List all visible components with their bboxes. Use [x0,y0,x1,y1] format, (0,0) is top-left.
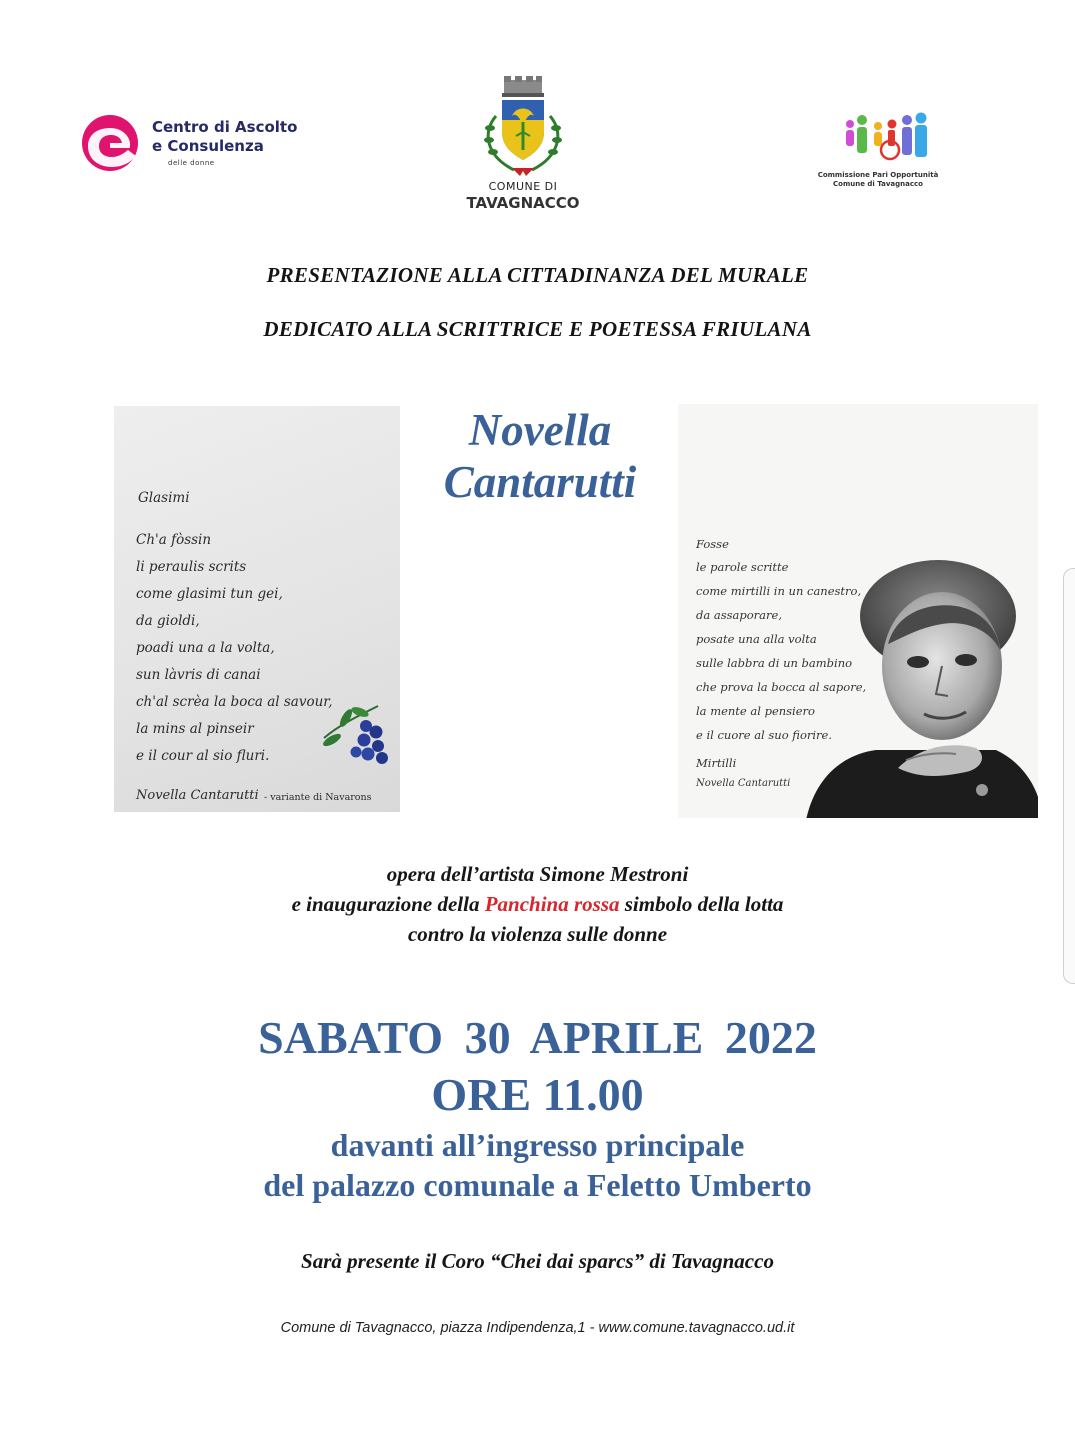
poet-name-title [405,404,675,508]
poem-right-line: la mente al pensiero [696,704,815,718]
poem-left-note: - variante di Navarons [264,792,372,803]
poem-left-line: la mins al pinseir [136,721,254,737]
choir-line: Sarà presente il Coro “Chei dai sparcs” di Tavagnacco [301,1249,774,1273]
poem-left-line: da gioldi, [136,613,200,629]
poem-left-title: Glasimi [138,490,190,506]
poem-left-signature: Novella Cantarutti [136,788,259,803]
poem-left-line: Ch'a fòssin [136,532,212,548]
centro-ascolto-title [152,118,297,156]
poem-right-line: e il cuore al suo fiorire. [696,728,833,742]
coat-of-arms-icon [452,76,594,180]
inauguration-text-b: simbolo della lotta [619,892,784,916]
poem-right-image [678,404,1038,818]
poem-right-line: come mirtilli in un canestro, [696,584,862,598]
event-location-2: del palazzo comunale a Feletto Umberto [263,1167,812,1203]
poet-last-name: Cantarutti [443,457,637,507]
poem-right-line: posate una alla volta [696,632,817,646]
artist-line: opera dell’artista Simone Mestroni [386,862,689,886]
heading-line-2: DEDICATO ALLA SCRITTRICE E POETESSA FRIULANA [263,317,812,341]
people-group-icon [804,112,952,170]
poem-right-line: sulle labbra di un bambino [696,656,853,670]
scroll-handle[interactable] [1063,568,1075,984]
blueberries-icon [318,696,396,770]
footer-address: Comune di Tavagnacco, piazza Indipendenza,1 - www.comune.tavagnacco.ud.it [280,1320,795,1336]
event-time: ORE 11.00 [431,1069,644,1120]
inauguration-line [0,892,1075,917]
comune-caption-2: TAVAGNACCO [466,194,580,212]
poem-right-line: che prova la bocca al sapore, [696,680,867,694]
poem-left-line: sun làvris di canai [136,667,261,683]
poem-right-line: da assaporare, [696,608,782,622]
poem-left-line: come glasimi tun gei, [136,586,283,602]
poet-first-name: Novella [468,405,612,455]
violence-line: contro la violenza sulle donne [407,922,668,946]
pari-opportunita-logo [804,112,952,194]
poem-left-line: e il cour al sio fluri. [136,748,270,764]
poem-right-signature: Novella Cantarutti [696,778,791,789]
centro-line-3: delle donne [168,159,215,167]
cpo-caption [804,171,952,189]
centro-ascolto-emblem-icon [80,114,142,174]
inauguration-text-a: e inaugurazione della [291,892,485,916]
poem-left-image [114,406,400,812]
event-location-1: davanti all’ingresso principale [330,1127,745,1163]
poem-left-line: poadi una a la volta, [136,640,275,656]
heading-line-1: PRESENTAZIONE ALLA CITTADINANZA DEL MURALE [266,263,809,287]
panchina-rossa-text: Panchina rossa [484,892,620,916]
poem-left-line: ch'al scrèa la boca al savour, [136,694,333,710]
centro-line-1: Centro di Ascolto [152,118,298,136]
poem-right-signature-title: Mirtilli [696,756,737,770]
centro-ascolto-logo [80,112,320,174]
cpo-caption-2: Comune di Tavagnacco [833,180,923,188]
poem-right-title: Fosse [696,537,729,551]
cpo-caption-1: Commissione Pari Opportunità [817,171,939,179]
comune-caption-1: COMUNE DI [488,180,558,193]
poem-right-line: le parole scritte [696,560,789,574]
centro-line-2: e Consulenza [152,137,264,155]
comune-logo [452,76,594,216]
poem-left-line: li peraulis scrits [136,559,247,575]
event-date: SABATO 30 APRILE 2022 [258,1012,817,1063]
